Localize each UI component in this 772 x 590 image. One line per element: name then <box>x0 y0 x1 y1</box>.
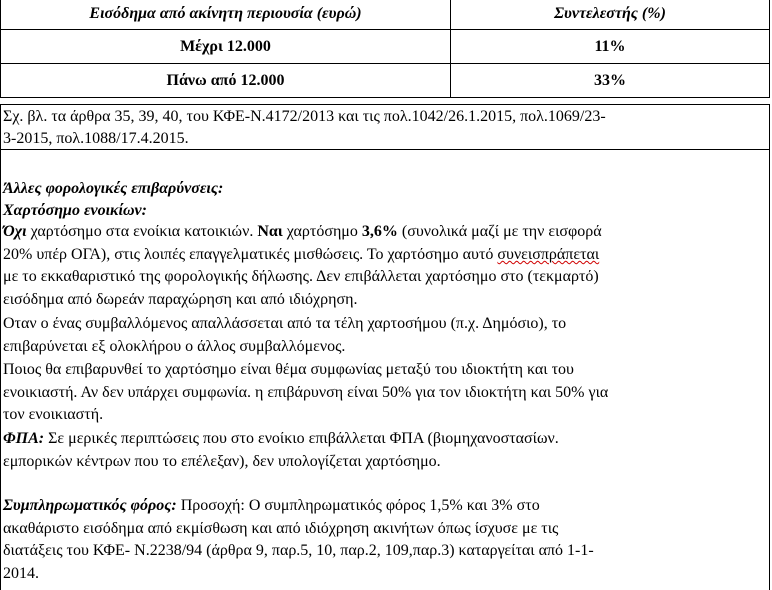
source-note-line: Σχ. βλ. τα άρθρα 35, 39, 40, του ΚΦΕ-Ν.4172/2013 και τις πολ.1042/26.1.2015, πολ.1069/23- <box>3 108 606 125</box>
paragraph-line: επιβαρύνεται εξ ολοκλήρου ο άλλος συμβαλλόμενος. <box>3 338 346 355</box>
paragraph-line: Συμπληρωματικός φόρος: Προσοχή: Ο συμπληρωματικός φόρος 1,5% και 3% στο <box>3 497 540 514</box>
row-rate: 33% <box>451 64 770 98</box>
paragraph-line: Ποιος θα επιβαρυνθεί το χαρτόσημο είναι θέμα συμφωνίας μεταξύ του ιδιοκτήτη και του <box>3 361 574 378</box>
row-income: Πάνω από 12.000 <box>1 64 451 98</box>
table-row <box>1 30 770 64</box>
vat-label: ΦΠΑ: <box>3 430 45 447</box>
source-note <box>0 104 770 150</box>
paragraph-line: Όχι χαρτόσημο στα ενοίκια κατοικιών. Ναι χαρτόσημο 3,6% (συνολικά μαζί με την εισφορά <box>3 223 602 240</box>
tax-rates-table <box>0 0 770 98</box>
source-note-line: 3-2015, πολ.1088/17.4.2015. <box>3 130 189 147</box>
paragraph-line: ενοικιαστή. Αν δεν υπάρχει συμφωνία. η επιβάρυνση είναι 50% για τον ιδιοκτήτη και 50% για <box>3 384 609 401</box>
paragraph-line: ακαθάριστο εισόδημα από εκμίσθωση και από ιδιόχρηση ακινήτων όπως ίσχυσε με τις <box>3 520 559 537</box>
row-rate: 11% <box>451 30 770 64</box>
paragraph-line: Οταν ο ένας συμβαλλόμενος απαλλάσσεται από τα τέλη χαρτοσήμου (π.χ. Δημόσιο), το <box>3 315 567 332</box>
section-heading: Άλλες φορολογικές επιβαρύνσεις: <box>3 180 224 197</box>
paragraph-line: ΦΠΑ: Σε μερικές περιπτώσεις που στο ενοίκιο επιβάλλεται ΦΠΑ (βιομηχανοστασίων. <box>3 430 559 447</box>
paragraph-line: εισόδημα από δωρεάν παραχώρηση και από ιδιόχρηση. <box>3 291 358 308</box>
paragraph-line: εμπορικών κέντρων που το επέλεξαν), δεν υπολογίζεται χαρτόσημο. <box>3 453 441 470</box>
header-rate: Συντελεστής (%) <box>451 0 770 30</box>
supplementary-label: Συμπληρωματικός φόρος: <box>3 497 177 514</box>
paragraph-line: 2014. <box>3 565 39 582</box>
other-charges-section <box>0 150 770 590</box>
row-income: Μέχρι 12.000 <box>1 30 451 64</box>
section-subheading: Χαρτόσημο ενοικίων: <box>3 202 147 219</box>
no-keyword: Όχι <box>3 223 27 240</box>
misspelled-word: συνεισπράπεται <box>497 246 600 263</box>
stamp-rate: 3,6% <box>361 223 398 240</box>
paragraph-line: με το εκκαθαριστικό της φορολογικής δήλωσης. Δεν επιβάλλεται χαρτόσημο στο (τεκμαρτό) <box>3 268 599 285</box>
table-row <box>1 64 770 98</box>
yes-keyword: Ναι <box>257 223 283 240</box>
paragraph-line: 20% υπέρ ΟΓΑ), στις λοιπές επαγγελματικές μισθώσεις. Το χαρτόσημο αυτό συνεισπράπεται <box>3 246 600 263</box>
table-header-row <box>1 0 770 30</box>
paragraph-line: τον ενοικιαστή. <box>3 406 104 423</box>
paragraph-line: διατάξεις του ΚΦΕ- Ν.2238/94 (άρθρα 9, παρ.5, 10, παρ.2, 109,παρ.3) καταργείται από 1-1- <box>3 542 594 559</box>
header-income: Εισόδημα από ακίνητη περιουσία (ευρώ) <box>1 0 451 30</box>
